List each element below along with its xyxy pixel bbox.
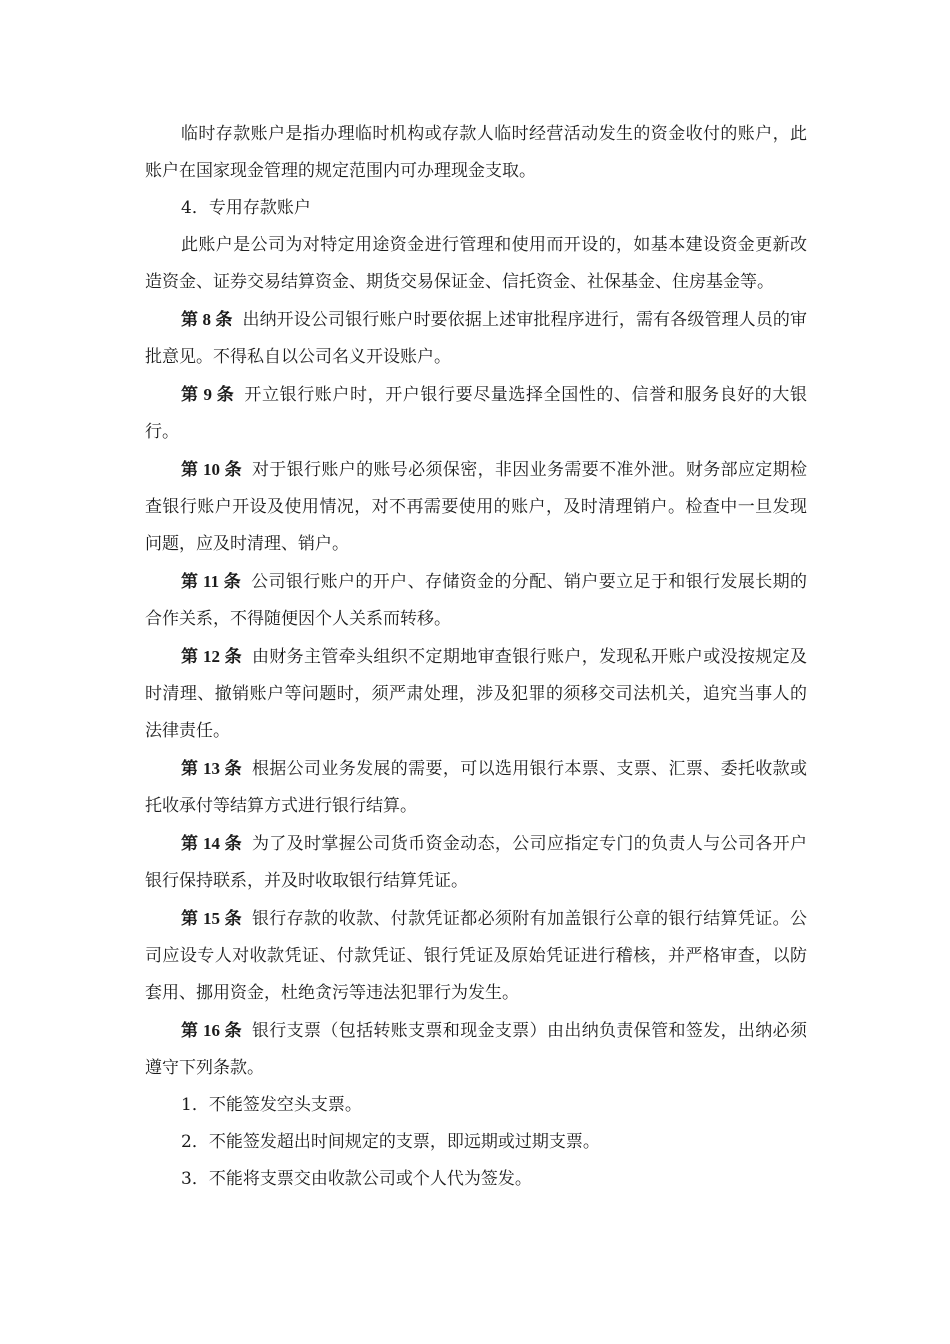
paragraph-text: 此账户是公司为对特定用途资金进行管理和使用而开设的，如基本建设资金更新改造资金、证券交易结算资金、期货交易保证金、信托资金、社保基金、住房基金等。 [145, 235, 807, 292]
article-14 [145, 825, 807, 900]
article-number: 第 16 条 [181, 1021, 242, 1040]
article-10 [145, 451, 807, 563]
article-number: 第 12 条 [181, 647, 242, 666]
article-text: 银行支票（包括转账支票和现金支票）由出纳负责保管和签发，出纳必须遵守下列条款。 [145, 1021, 808, 1078]
article-16 [145, 1012, 807, 1087]
list-item-text: 2．不能签发超出时间规定的支票，即远期或过期支票。 [181, 1132, 600, 1152]
paragraph-special-account [145, 227, 807, 301]
article-text: 由财务主管牵头组织不定期地审查银行账户，发现私开账户或没按规定及时清理、撤销账户等问题时，须严肃处理，涉及犯罪的须移交司法机关，追究当事人的法律责任。 [145, 647, 808, 741]
article-text: 开立银行账户时，开户银行要尽量选择全国性的、信誉和服务良好的大银行。 [145, 385, 808, 442]
article-text: 出纳开设公司银行账户时要依据上述审批程序进行，需有各级管理人员的审批意见。不得私自以公司名义开设账户。 [145, 310, 808, 367]
article-text: 根据公司业务发展的需要，可以选用银行本票、支票、汇票、委托收款或托收承付等结算方式进行银行结算。 [145, 759, 808, 816]
article-13 [145, 750, 807, 825]
list-item-1 [145, 1087, 807, 1124]
article-number: 第 14 条 [181, 834, 242, 853]
paragraph-text: 临时存款账户是指办理临时机构或存款人临时经营活动发生的资金收付的账户，此账户在国家现金管理的规定范围内可办理现金支取。 [145, 124, 807, 181]
list-item-3 [145, 1161, 807, 1198]
article-text: 对于银行账户的账号必须保密，非因业务需要不准外泄。财务部应定期检查银行账户开设及使用情况，对不再需要使用的账户，及时清理销户。检查中一旦发现问题，应及时清理、销户。 [145, 460, 808, 554]
paragraph-temporary-account [145, 116, 807, 190]
heading-special-account [145, 190, 807, 227]
article-number: 第 13 条 [181, 759, 242, 778]
article-number: 第 9 条 [181, 385, 235, 404]
article-text: 为了及时掌握公司货币资金动态，公司应指定专门的负责人与公司各开户银行保持联系，并及时收取银行结算凭证。 [145, 834, 808, 891]
list-item-2 [145, 1124, 807, 1161]
article-12 [145, 638, 807, 750]
article-text: 银行存款的收款、付款凭证都必须附有加盖银行公章的银行结算凭证。公司应设专人对收款凭证、付款凭证、银行凭证及原始凭证进行稽核，并严格审查，以防套用、挪用资金，杜绝贪污等违法犯罪行为发生。 [145, 909, 808, 1003]
paragraph-text: 4．专用存款账户 [181, 198, 311, 218]
article-number: 第 8 条 [181, 310, 233, 329]
list-item-text: 3．不能将支票交由收款公司或个人代为签发。 [181, 1169, 532, 1189]
article-9 [145, 376, 807, 451]
article-8 [145, 301, 807, 376]
article-number: 第 11 条 [181, 572, 242, 591]
list-item-text: 1．不能签发空头支票。 [181, 1095, 362, 1115]
article-number: 第 10 条 [181, 460, 242, 479]
article-text: 公司银行账户的开户、存储资金的分配、销户要立足于和银行发展长期的合作关系，不得随便因个人关系而转移。 [145, 572, 808, 629]
document-page [145, 116, 807, 1198]
article-number: 第 15 条 [181, 909, 242, 928]
article-15 [145, 900, 807, 1012]
article-11 [145, 563, 807, 638]
